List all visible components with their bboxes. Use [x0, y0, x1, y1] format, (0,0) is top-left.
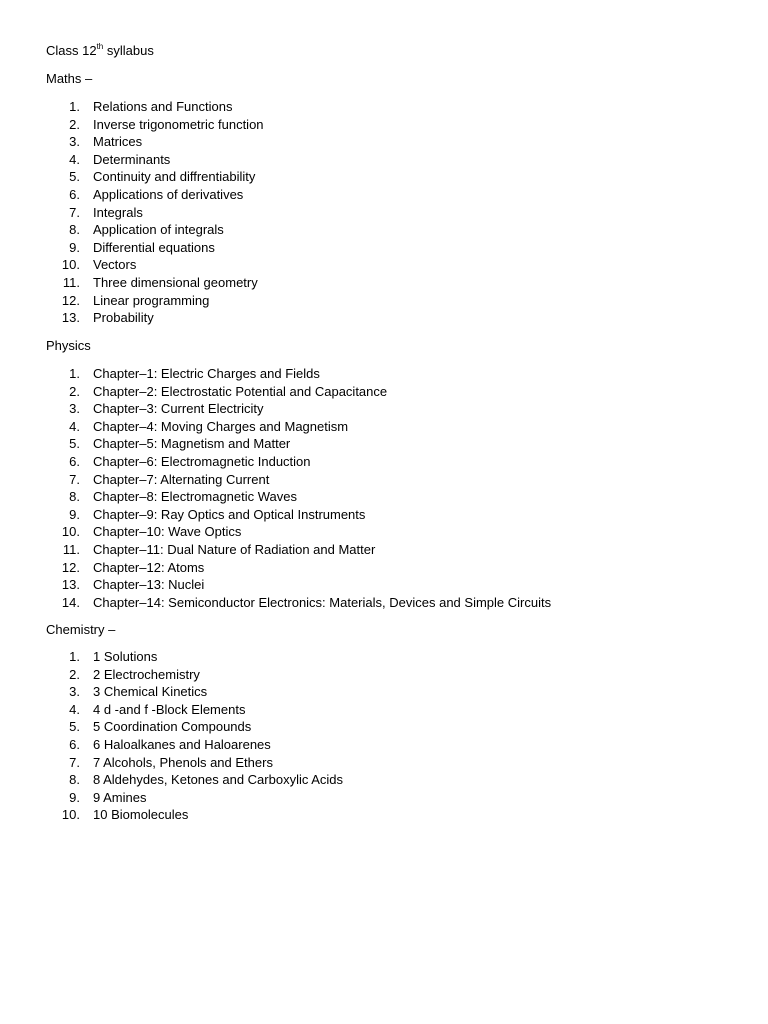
list-item — [0, 523, 768, 541]
list-item-number: 2. — [69, 116, 80, 132]
list-item-number: 12. — [61, 559, 80, 575]
list-item — [0, 789, 768, 807]
list-item-number: 11. — [62, 274, 80, 290]
list-item-text: Chapter–2: Electrostatic Potential and Capacitance — [93, 383, 388, 399]
list-item-text: Chapter–3: Current Electricity — [93, 401, 264, 417]
list-item-number: 9. — [69, 239, 80, 255]
list-item-text: Applications of derivatives — [93, 186, 244, 202]
list-item-number: 5. — [69, 169, 80, 185]
chemistry-heading: Chemistry – — [46, 622, 116, 637]
list-item-text: Chapter–4: Moving Charges and Magnetism — [93, 418, 349, 434]
list-item — [0, 274, 768, 292]
list-item — [0, 576, 768, 594]
list-item — [0, 736, 768, 754]
list-item — [0, 701, 768, 719]
list-item — [0, 221, 768, 239]
list-item — [0, 204, 768, 222]
list-item — [0, 541, 768, 559]
list-item-number: 3. — [69, 401, 80, 417]
list-item-number: 10. — [61, 807, 80, 823]
list-item-number: 1. — [69, 366, 80, 381]
list-item-number: 8. — [69, 489, 80, 505]
list-item-text: Chapter–5: Magnetism and Matter — [93, 436, 291, 452]
list-item-text: Chapter–9: Ray Optics and Optical Instruments — [93, 506, 366, 522]
list-item-number: 3. — [69, 134, 80, 150]
list-item-number: 1. — [69, 649, 80, 664]
list-item-text: Chapter–12: Atoms — [93, 559, 205, 575]
list-item-number: 3. — [69, 684, 80, 700]
chemistry-list — [0, 648, 768, 824]
list-item-number: 8. — [69, 772, 80, 788]
physics-list — [0, 365, 768, 611]
list-item-number: 6. — [69, 736, 80, 752]
list-item-number: 7. — [69, 754, 80, 770]
list-item-number: 10. — [61, 524, 80, 540]
list-item-number: 2. — [69, 383, 80, 399]
list-item-text: 1 Solutions — [93, 649, 158, 664]
list-item — [0, 683, 768, 701]
list-item — [0, 116, 768, 134]
list-item — [0, 98, 768, 116]
list-item-number: 1. — [69, 99, 80, 114]
list-item-number: 8. — [69, 222, 80, 238]
list-item — [0, 168, 768, 186]
list-item-text: Chapter–6: Electromagnetic Induction — [93, 453, 311, 469]
list-item-number: 4. — [69, 701, 80, 717]
list-item — [0, 559, 768, 577]
list-item — [0, 435, 768, 453]
list-item-number: 6. — [69, 453, 80, 469]
list-item-number: 7. — [69, 471, 80, 487]
list-item — [0, 471, 768, 489]
list-item-text: Application of integrals — [93, 222, 224, 238]
list-item-number: 10. — [61, 257, 80, 273]
list-item-text: 7 Alcohols, Phenols and Ethers — [93, 754, 273, 770]
list-item-text: Probability — [93, 310, 154, 326]
list-item-text: Inverse trigonometric function — [93, 116, 264, 132]
list-item — [0, 309, 768, 327]
list-item-number: 4. — [69, 418, 80, 434]
list-item-text: Continuity and diffrentiability — [93, 169, 256, 185]
list-item — [0, 666, 768, 684]
list-item-text: 6 Haloalkanes and Haloarenes — [93, 736, 271, 752]
list-item — [0, 648, 768, 666]
list-item-text: Vectors — [93, 257, 137, 273]
list-item — [0, 365, 768, 383]
list-item-text: Chapter–8: Electromagnetic Waves — [93, 489, 298, 505]
list-item — [0, 256, 768, 274]
list-item-text: Chapter–7: Alternating Current — [93, 471, 270, 487]
list-item-text: Linear programming — [93, 292, 210, 308]
list-item-text: Matrices — [93, 134, 143, 150]
list-item-number: 5. — [69, 436, 80, 452]
list-item — [0, 151, 768, 169]
list-item — [0, 239, 768, 257]
list-item-text: 10 Biomolecules — [93, 807, 189, 823]
list-item-text: 5 Coordination Compounds — [93, 719, 252, 735]
list-item-text: 4 d -and f -Block Elements — [93, 701, 246, 717]
list-item — [0, 292, 768, 310]
list-item-number: 12. — [61, 292, 80, 308]
list-item-number: 2. — [69, 666, 80, 682]
list-item-number: 13. — [61, 310, 80, 326]
title-prefix: Class 12 — [46, 43, 97, 58]
list-item — [0, 400, 768, 418]
title-suffix: syllabus — [103, 43, 154, 58]
list-item-text: Chapter–11: Dual Nature of Radiation and Matter — [93, 541, 376, 557]
list-item-text: Integrals — [93, 204, 143, 220]
list-item-number: 13. — [61, 577, 80, 593]
page-title — [46, 42, 154, 60]
title-superscript: th — [96, 41, 104, 51]
list-item — [0, 186, 768, 204]
list-item-text: Chapter–14: Semiconductor Electronics: Materials, Devices and Simple Circuits — [93, 594, 552, 610]
list-item — [0, 488, 768, 506]
list-item — [0, 453, 768, 471]
list-item-number: 14. — [61, 594, 80, 610]
list-item-number: 9. — [69, 506, 80, 522]
list-item — [0, 718, 768, 736]
list-item-number: 5. — [69, 719, 80, 735]
list-item-text: Chapter–10: Wave Optics — [93, 524, 242, 540]
list-item — [0, 133, 768, 151]
list-item-text: Determinants — [93, 151, 171, 167]
list-item-text: 2 Electrochemistry — [93, 666, 200, 682]
list-item-text: Chapter–13: Nuclei — [93, 577, 205, 593]
list-item — [0, 383, 768, 401]
list-item-text: 3 Chemical Kinetics — [93, 684, 208, 700]
list-item-number: 4. — [69, 151, 80, 167]
list-item-text: Differential equations — [93, 239, 215, 255]
list-item-text: 9 Amines — [93, 789, 147, 805]
list-item-text: Chapter–1: Electric Charges and Fields — [93, 366, 320, 381]
list-item — [0, 594, 768, 612]
list-item — [0, 771, 768, 789]
list-item-number: 7. — [69, 204, 80, 220]
maths-list — [0, 98, 768, 327]
list-item — [0, 418, 768, 436]
list-item — [0, 506, 768, 524]
list-item-number: 6. — [69, 186, 80, 202]
list-item — [0, 754, 768, 772]
list-item — [0, 806, 768, 824]
list-item-text: 8 Aldehydes, Ketones and Carboxylic Acids — [93, 772, 344, 788]
list-item-text: Relations and Functions — [93, 99, 233, 114]
list-item-number: 11. — [62, 541, 80, 557]
maths-heading: Maths – — [46, 71, 93, 86]
list-item-number: 9. — [69, 789, 80, 805]
physics-heading: Physics — [46, 338, 91, 353]
list-item-text: Three dimensional geometry — [93, 274, 258, 290]
